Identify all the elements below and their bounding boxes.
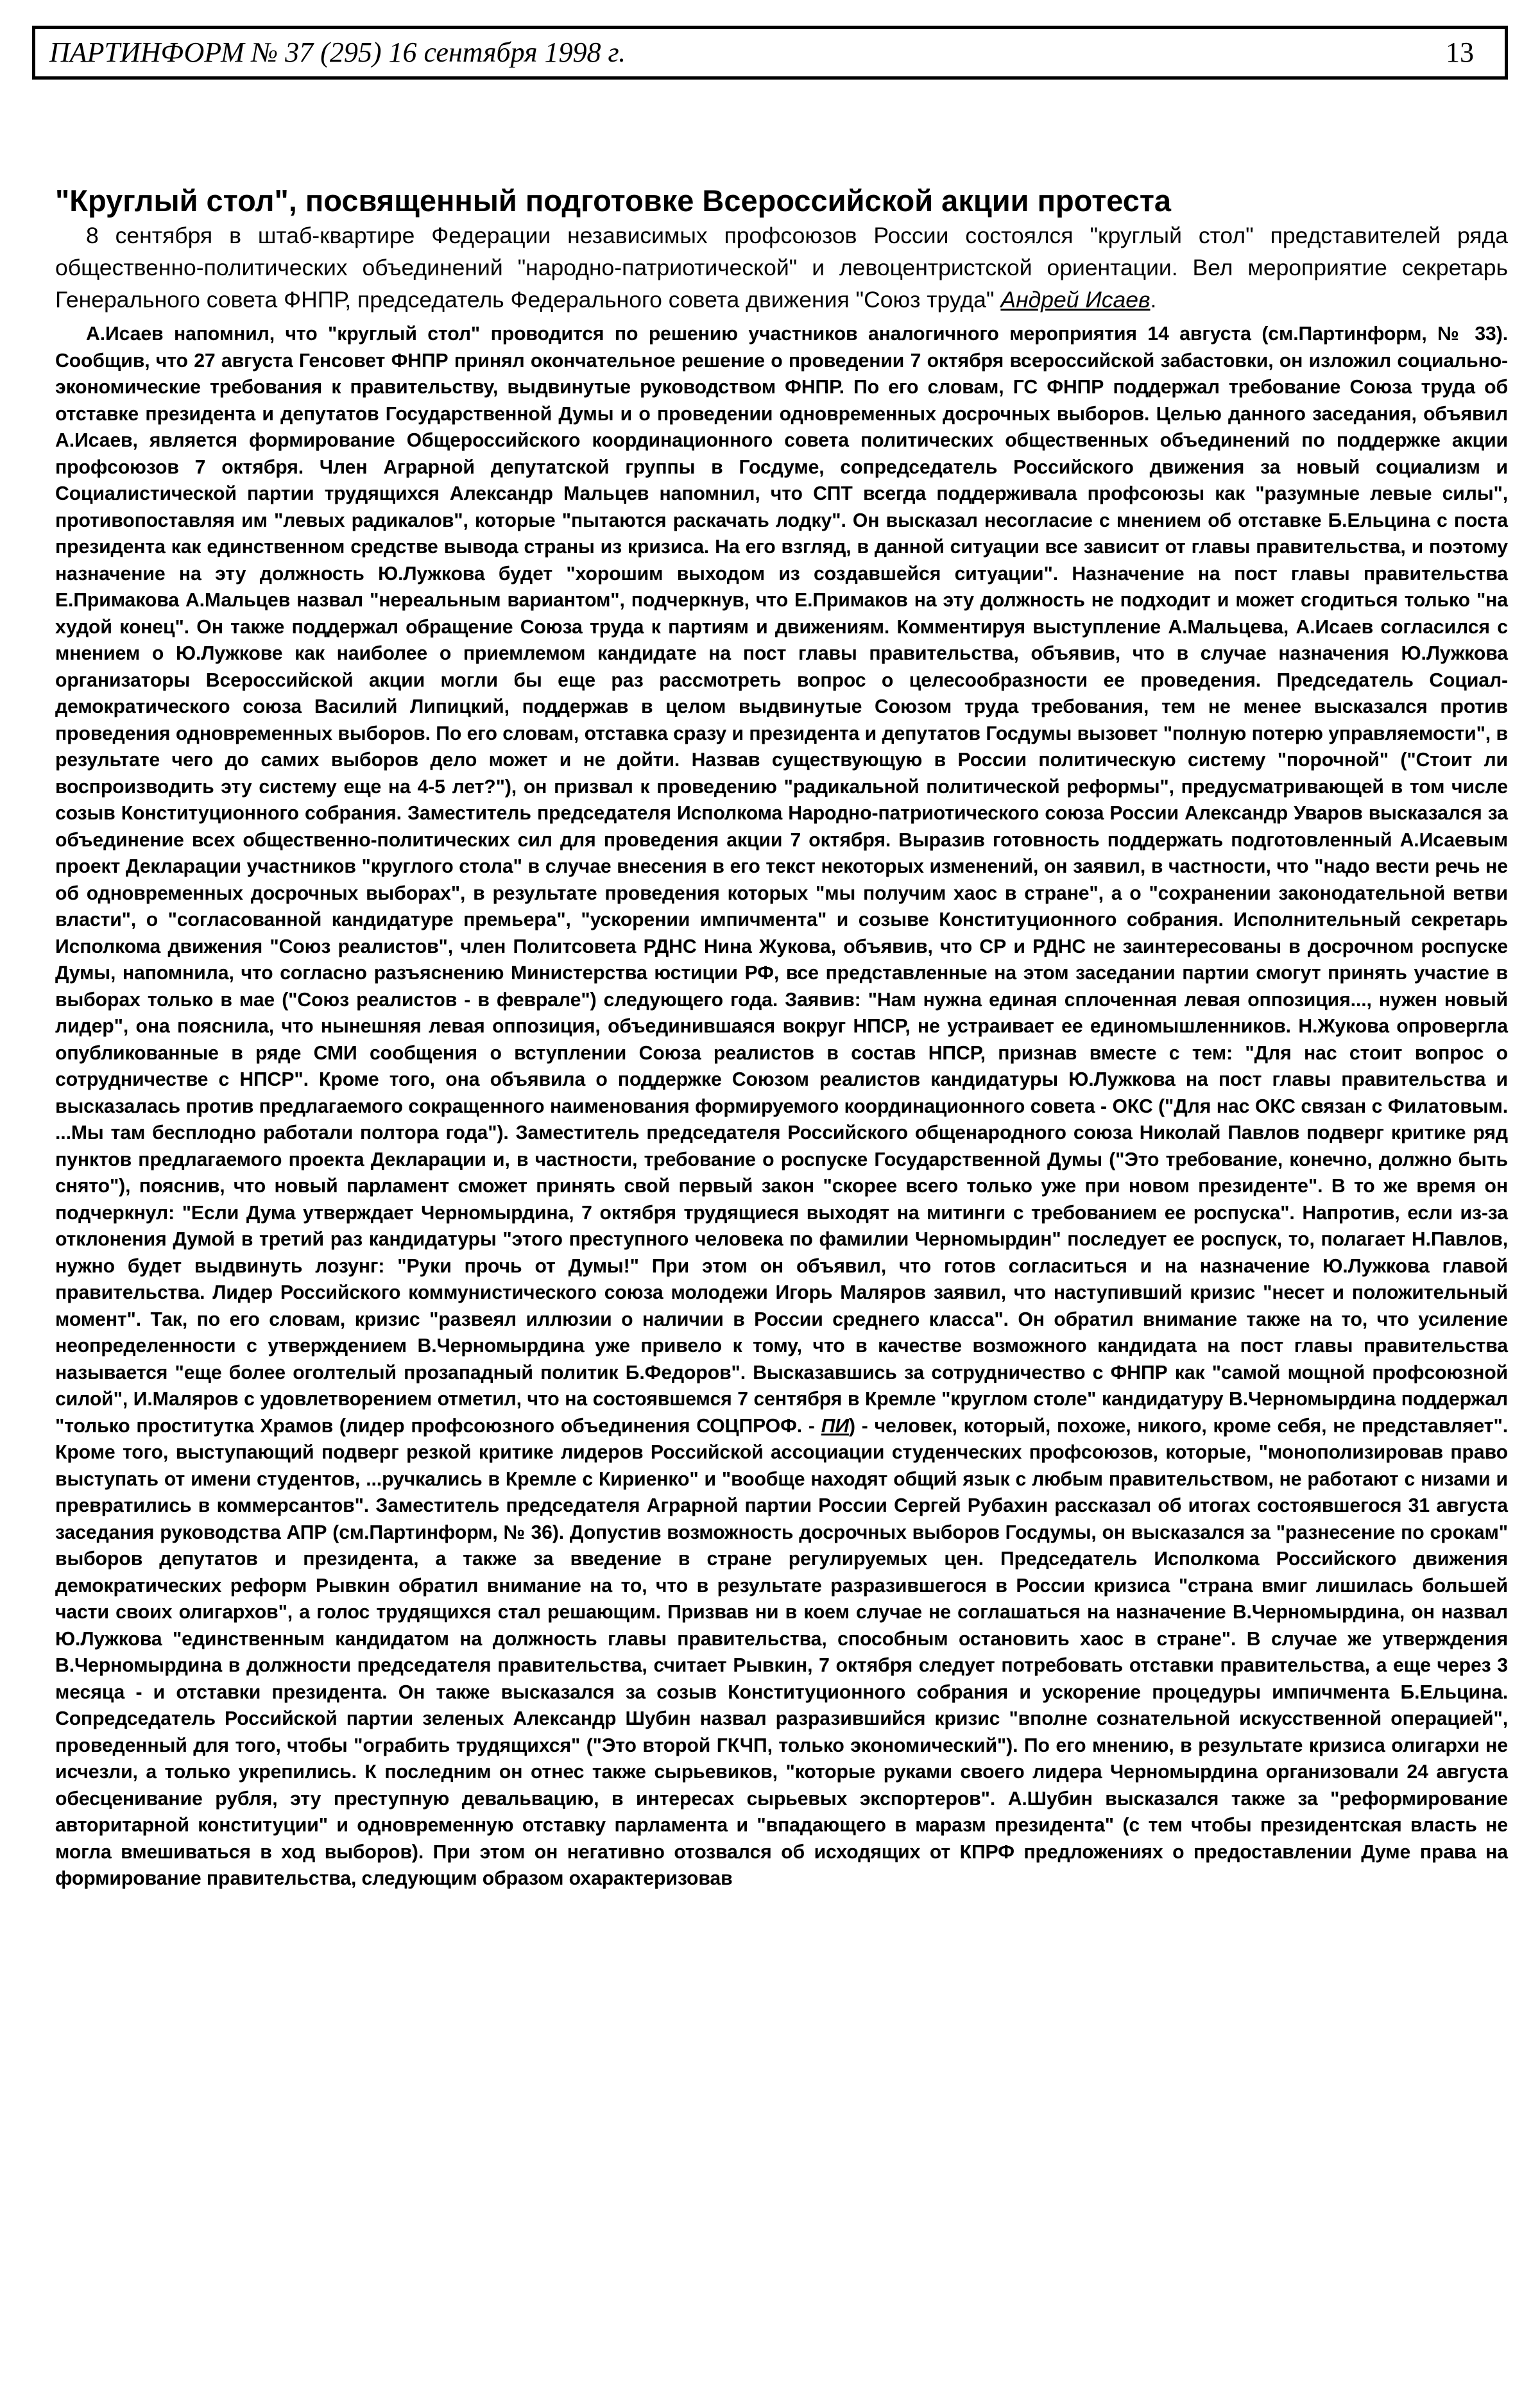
intro-author: Андрей Исаев	[1000, 287, 1151, 313]
page-header	[32, 26, 1508, 80]
body-text-part2: ) - человек, который, похоже, никого, кроме себя, не представляет". Кроме того, выступающий подверг резкой критике лидеров Российской ассоциации студенческих профсоюзов, которые, "монополизировав право выступать от имени студентов, ...ручкались в Кремле с Кириенко" и "вообще находят общий язык с любым правительством, не работают с низами и превратились в коммерсантов". Заместитель председателя Аграрной партии России Сергей Рубахин рассказал об итогах состоявшегося 31 августа заседания руководства АПР (см.Партинформ, № 36). Допустив возможность досрочных выборов Госдумы, он высказался за "разнесение по срокам" выборов депутатов и президента, а также за введение в стране регулируемых цен. Председатель Исполкома Российского движения демократических реформ Рывкин обратил внимание на то, что в результате разразившегося в России кризиса "страна вмиг лишилась большей части своих олигархов", а голос трудящихся стал решающим. Призвав ни в коем случае не соглашаться на назначение В.Черномырдина, он назвал Ю.Лужкова "единственным кандидатом на должность главы правительства, способным остановить хаос в стране". В случае же утверждения В.Черномырдина в должности председателя правительства, считает Рывкин, 7 октября следует потребовать отставки правительства, а еще через 3 месяца - и отставки президента. Он также высказался за созыв Конституционного собрания и ускорение процедуры импичмента Б.Ельцина. Сопредседатель Российской партии зеленых Александр Шубин назвал разразившийся кризис "вполне сознательной искусственной операцией", проведенный для того, чтобы "ограбить трудящихся" ("Это второй ГКЧП, только экономический"). По его мнению, в результате кризиса олигархи не исчезли, а только укрепились. К последним он отнес также сырьевиков, "которые руками своего лидера Черномырдина организовали 24 августа обесценивание рубля, эту преступную девальвацию, в интересах сырьевых экспортеров". А.Шубин высказался также за "реформирование авторитарной конституции" и одновременную отставку парламента и "впадающего в маразм президента" (с тем чтобы президентская власть не могла вмешиваться в ход выборов). При этом он негативно отозвался об исходящих от КПРФ предложениях о предоставлении Думе права на формирование правительства, следующим образом охарактеризовав	[55, 1415, 1508, 1889]
body-text-part1: А.Исаев напомнил, что "круглый стол" проводится по решению участников аналогичного мероприятия 14 августа (см.Партинформ, № 33). Сообщив, что 27 августа Генсовет ФНПР принял окончательное решение о проведении 7 октября всероссийской забастовки, он изложил социально-экономические требования к правительству, выдвинутые руководством ФНПР. По его словам, ГС ФНПР поддержал требование Союза труда об отставке президента и депутатов Государственной Думы и о проведении одновременных досрочных выборов. Целью данного заседания, объявил А.Исаев, является формирование Общероссийского координационного совета политических общественных объединений по поддержке акции профсоюзов 7 октября. Член Аграрной депутатской группы в Госдуме, сопредседатель Российского движения за новый социализм и Социалистической партии трудящихся Александр Мальцев напомнил, что СПТ всегда поддерживала профсоюзы как "разумные левые силы", противопоставляя им "левых радикалов", которые "пытаются раскачать лодку". Он высказал несогласие с мнением об отставке Б.Ельцина с поста президента как единственном средстве вывода страны из кризиса. На его взгляд, в данной ситуации все зависит от главы правительства, и поэтому назначение на эту должность Ю.Лужкова будет "хорошим выходом из создавшейся ситуации". Назначение на пост главы правительства Е.Примакова А.Мальцев назвал "нереальным вариантом", подчеркнув, что Е.Примаков на эту должность не подходит и может сгодиться только "на худой конец". Он также поддержал обращение Союза труда к партиям и движениям. Комментируя выступление А.Мальцева, А.Исаев согласился с мнением о Ю.Лужкове как наиболее о приемлемом кандидате на пост главы правительства, объявив, что в случае назначения Ю.Лужкова организаторы Всероссийской акции могли бы еще раз рассмотреть вопрос о целесообразности ее проведения. Председатель Социал-демократического союза Василий Липицкий, поддержав в целом выдвинутые Союзом труда требования, тем не менее высказался против проведения одновременных выборов. По его словам, отставка сразу и президента и депутатов Госдумы вызовет "полную потерю управляемости", в результате чего до самих выборов дело может и не дойти. Назвав существующую в России политическую систему "порочной" ("Стоит ли воспроизводить эту систему еще на 4-5 лет?"), он призвал к проведению "радикальной политической реформы", предусматривающей в том числе созыв Конституционного собрания. Заместитель председателя Исполкома Народно-патриотического союза России Александр Уваров высказался за объединение всех общественно-политических сил для проведения акции 7 октября. Выразив готовность поддержать подготовленный А.Исаевым проект Декларации участников "круглого стола" в случае внесения в его текст некоторых изменений, он заявил, в частности, что "надо вести речь не об одновременных досрочных выборах", в результате проведения которых "мы получим хаос в стране", а о "сохранении законодательной ветви власти", о "согласованной кандидатуре премьера", "ускорении импичмента" и созыве Конституционного собрания. Исполнительный секретарь Исполкома движения "Союз реалистов", член Политсовета РДНС Нина Жукова, объявив, что СР и РДНС не заинтересованы в досрочном роспуске Думы, напомнила, что согласно разъяснению Министерства юстиции РФ, все представленные на этом заседании партии смогут принять участие в выборах только в мае ("Союз реалистов - в феврале") следующего года. Заявив: "Нам нужна единая сплоченная левая оппозиция..., нужен новый лидер", она пояснила, что нынешняя левая оппозиция, объединившаяся вокруг НПСР, не устраивает ее единомышленников. Н.Жукова опровергла опубликованные в ряде СМИ сообщения о вступлении Союза реалистов в состав НПСР, признав вместе с тем: "Для нас стоит вопрос о сотрудничестве с НПСР". Кроме того, она объявила о поддержке Союзом реалистов кандидатуры Ю.Лужкова на пост главы правительства и высказалась против предлагаемого сокращенного наименования формируемого координационного совета - ОКС ("Для нас ОКС связан с Филатовым. ...Мы там бесплодно работали полтора года"). Заместитель председателя Российского общенародного союза Николай Павлов подверг критике ряд пунктов предлагаемого проекта Декларации и, в частности, требование о роспуске Государственной Думы ("Это требование, конечно, должно быть снято"), пояснив, что новый парламент сможет принять свой первый закон "скорее всего только уже при новом президенте". В то же время он подчеркнул: "Если Дума утверждает Черномырдина, 7 октября трудящиеся выходят на митинги с требованием ее роспуска". Напротив, если из-за отклонения Думой в третий раз кандидатуры "этого преступного человека по фамилии Черномырдин" последует ее роспуск, то, полагает Н.Павлов, нужно будет выдвинуть лозунг: "Руки прочь от Думы!" При этом он объявил, что готов согласиться и на назначение Ю.Лужкова главой правительства. Лидер Российского коммунистического союза молодежи Игорь Маляров заявил, что наступивший кризис "несет и положительный момент". Так, по его словам, кризис "развеял иллюзии о наличии в России среднего класса". Он обратил внимание также на то, что усиление неопределенности с утверждением В.Черномырдина уже привело к тому, что в качестве возможного кандидата на пост главы правительства называется "еще более оголтелый прозападный политик Б.Федоров". Высказавшись за сотрудничество с ФНПР как "самой мощной профсоюзной силой", И.Маляров с удовлетворением отметил, что на состоявшемся 7 сентября в Кремле "круглом столе" кандидатуру В.Черномырдина поддержал "только проститутка Храмов (лидер профсоюзного объединения СОЦПРОФ. -	[55, 323, 1508, 1437]
intro-end: .	[1150, 287, 1157, 313]
publication-title: ПАРТИНФОРМ № 37 (295) 16 сентября 1998 г.	[49, 37, 626, 68]
page-number: 13	[1446, 37, 1474, 68]
intro-text: 8 сентября в штаб-квартире Федерации независимых профсоюзов России состоялся "круглый стол" представителей ряда общественно-политических объединений "народно-патриотической" и левоцентристской ориентации. Вел мероприятие секретарь Генерального совета ФНПР, председатель Федерального совета движения "Союз труда"	[55, 223, 1508, 313]
body-pi-abbrev: ПИ	[821, 1415, 849, 1437]
article-headline: "Круглый стол", посвященный подготовке Всероссийской акции протеста	[55, 184, 1172, 218]
newspaper-page	[32, 26, 1508, 2361]
article-intro	[55, 219, 1508, 316]
article-body	[55, 321, 1508, 1892]
